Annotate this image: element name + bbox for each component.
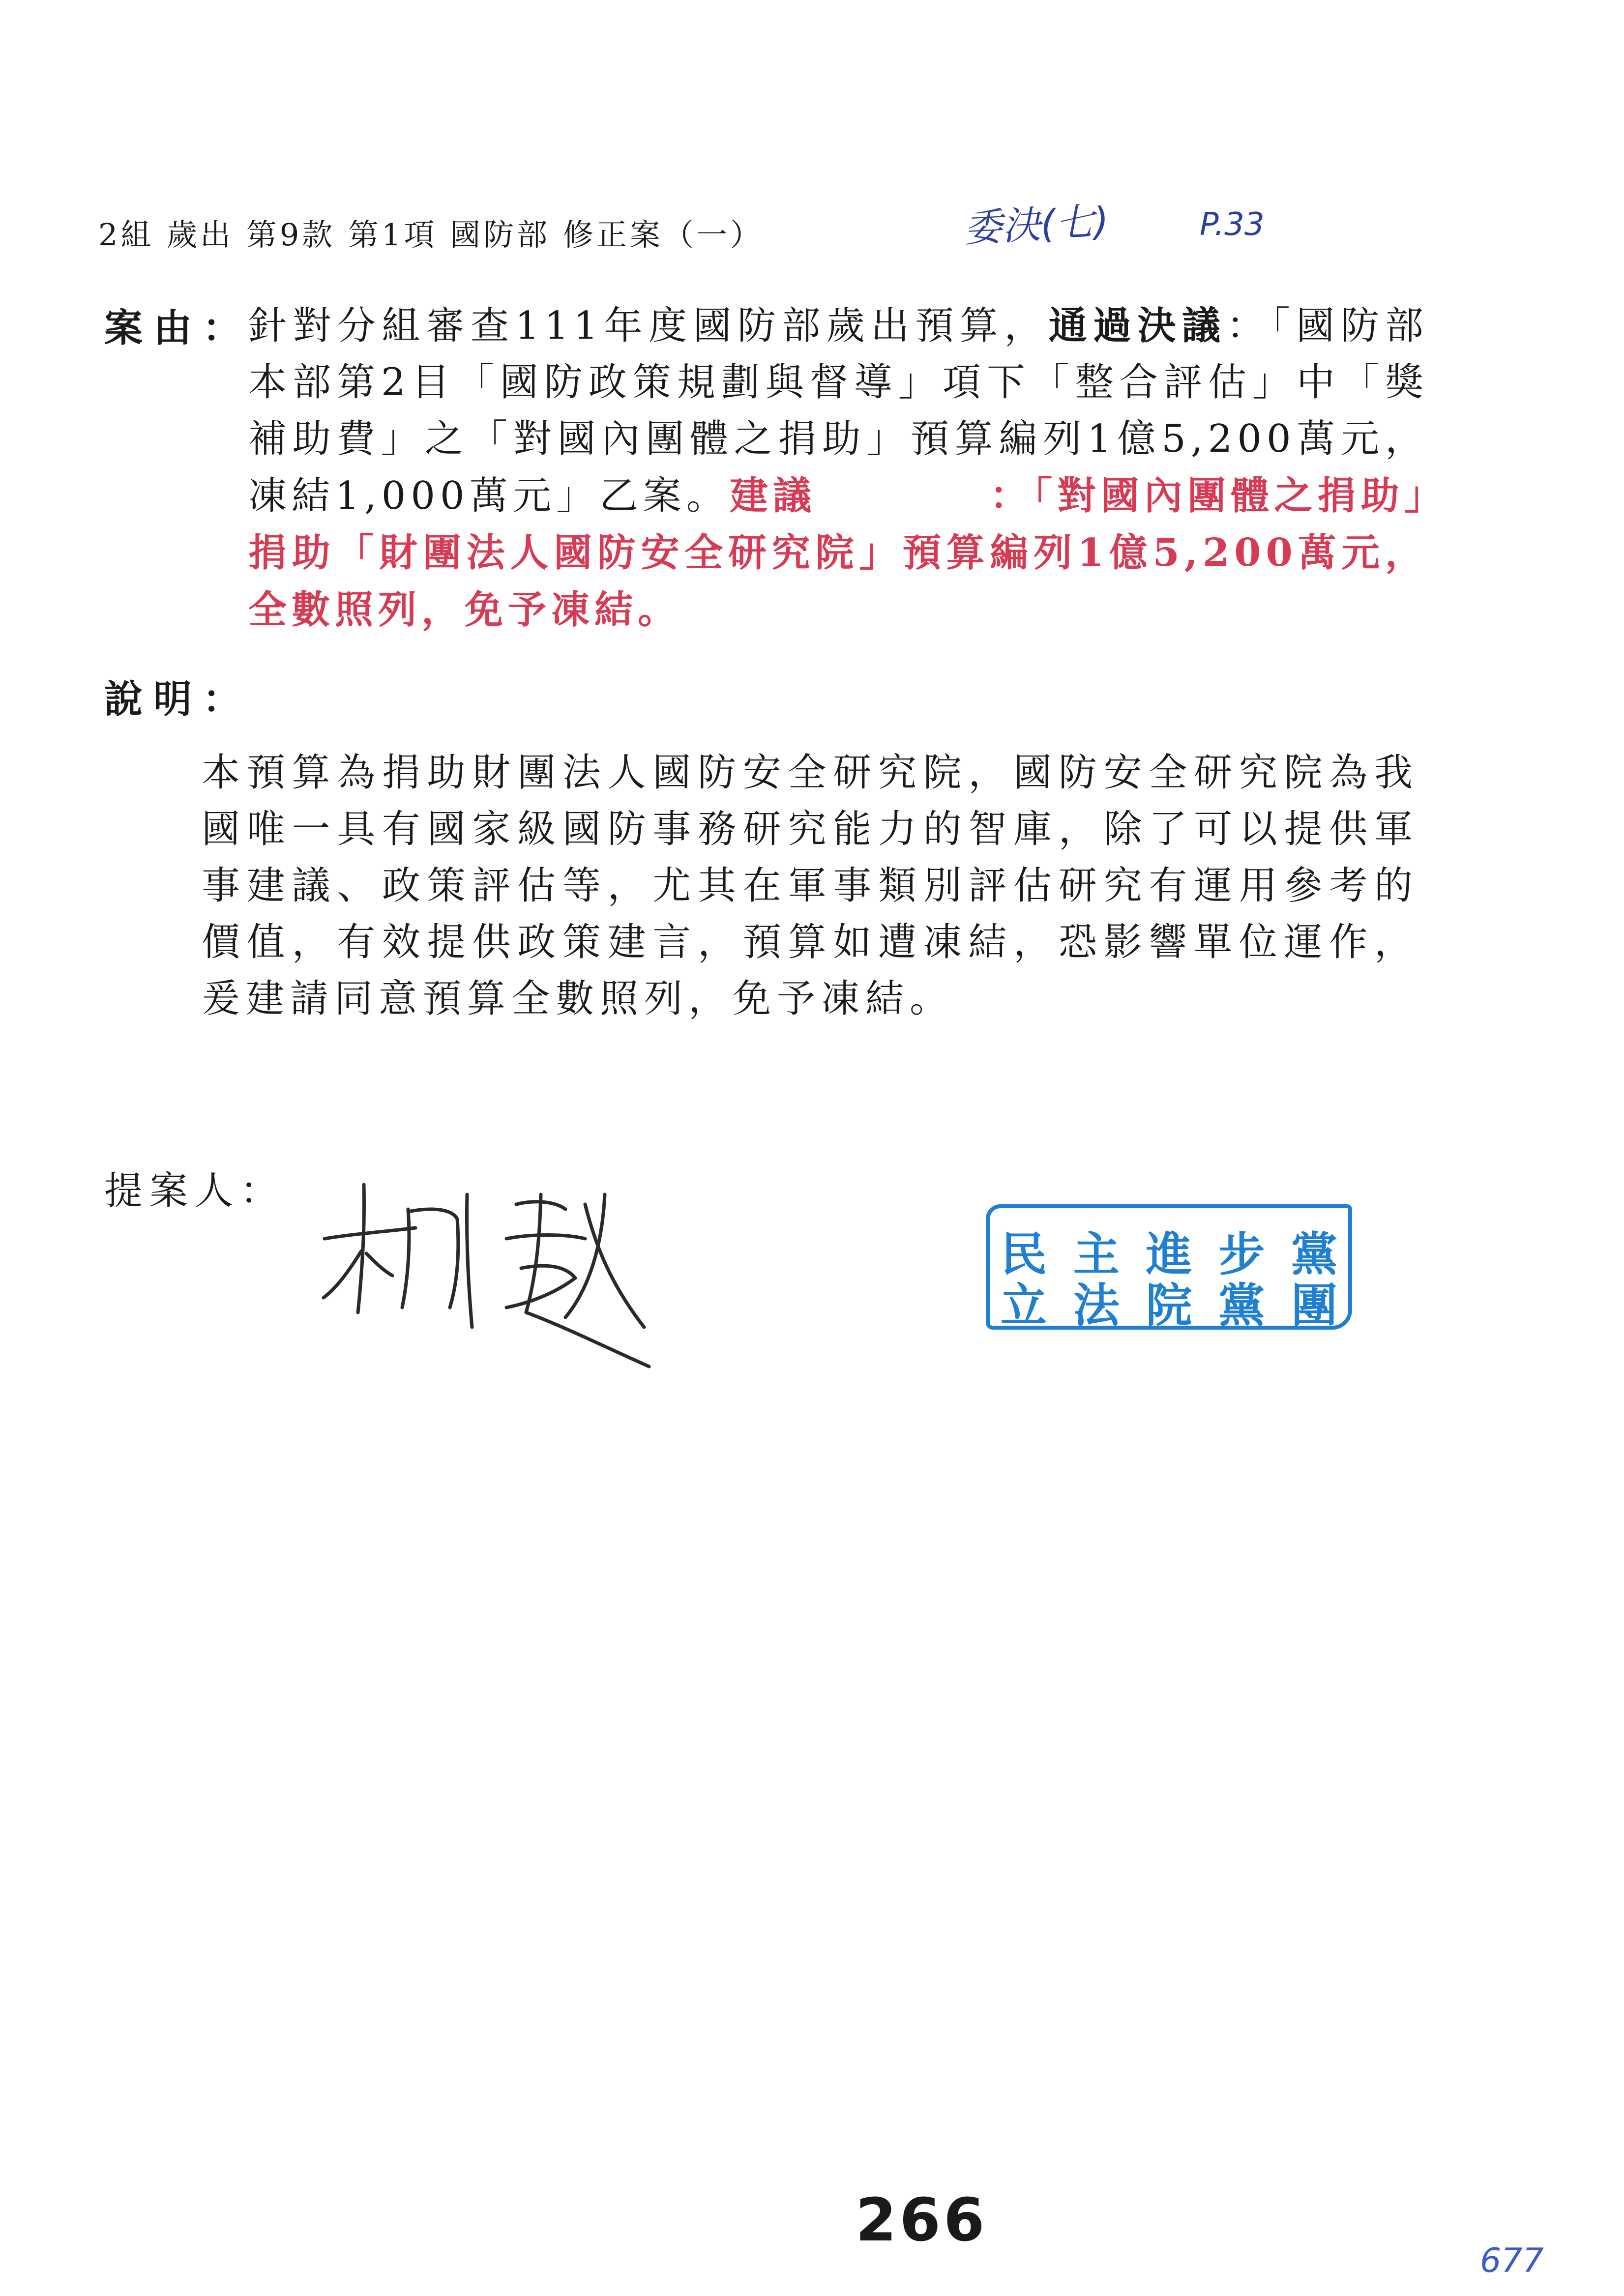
explanation-label: 說明： [104, 677, 252, 722]
handwritten-signature [310, 1165, 664, 1371]
seal-char: 法 [1073, 1279, 1120, 1333]
reason-intro: 針對分組審查111年度國防部歲出預算， [248, 304, 1049, 348]
seal-char: 團 [1291, 1279, 1337, 1333]
proposer-label: 提案人： [104, 1169, 286, 1213]
seal-char: 黨 [1291, 1227, 1337, 1281]
explanation-body: 本預算為捐助財團法人國防安全研究院，國防安全研究院為我國唯一具有國家級國防事務研究能力的智庫，除了可以提供軍事建議、政策評估等，尤其在軍事類別評估研究有運用參考的價值，有效提供政策建言，預算如遭凍結，恐影響單位運作，爰建請同意預算全數照列，免予凍結。 [202, 751, 1418, 1021]
reason-resolution-bold: 通過決議 [1048, 303, 1227, 348]
reason-label: 案由： [104, 306, 252, 350]
handwritten-page-ref: P.33 [1200, 206, 1265, 243]
corner-handwritten-number: 677 [1480, 2241, 1544, 2280]
seal-char: 步 [1218, 1227, 1265, 1281]
seal-char: 院 [1146, 1279, 1192, 1333]
page-number: 266 [856, 2186, 988, 2255]
handwritten-note: 委決(七) [963, 199, 1110, 251]
seal-char: 黨 [1218, 1279, 1265, 1333]
reason-main: ：「國防部本部第2目「國防政策規劃與督導」項下「整合評估」中「獎補助費」之「對國內團體之捐助」預算編列1億5,200萬元，凍結1,000萬元」乙案。 [248, 304, 1428, 518]
seal-char: 進 [1146, 1227, 1192, 1281]
seal-row-caucus [1001, 1268, 1337, 1335]
seal-char: 立 [1001, 1279, 1047, 1333]
reason-suggestion: 建議 ：「對國內團體之捐助」捐助「財團法人國防安全研究院」預算編列1億5,200萬元，全數照列，免予凍結。 [248, 473, 1428, 632]
document-header: 2組 歲出 第9款 第1項 國防部 修正案（一） [98, 217, 764, 253]
reason-body [248, 297, 1428, 639]
party-caucus-seal [986, 1204, 1352, 1333]
seal-char: 民 [1001, 1227, 1047, 1281]
seal-char: 主 [1073, 1227, 1120, 1281]
